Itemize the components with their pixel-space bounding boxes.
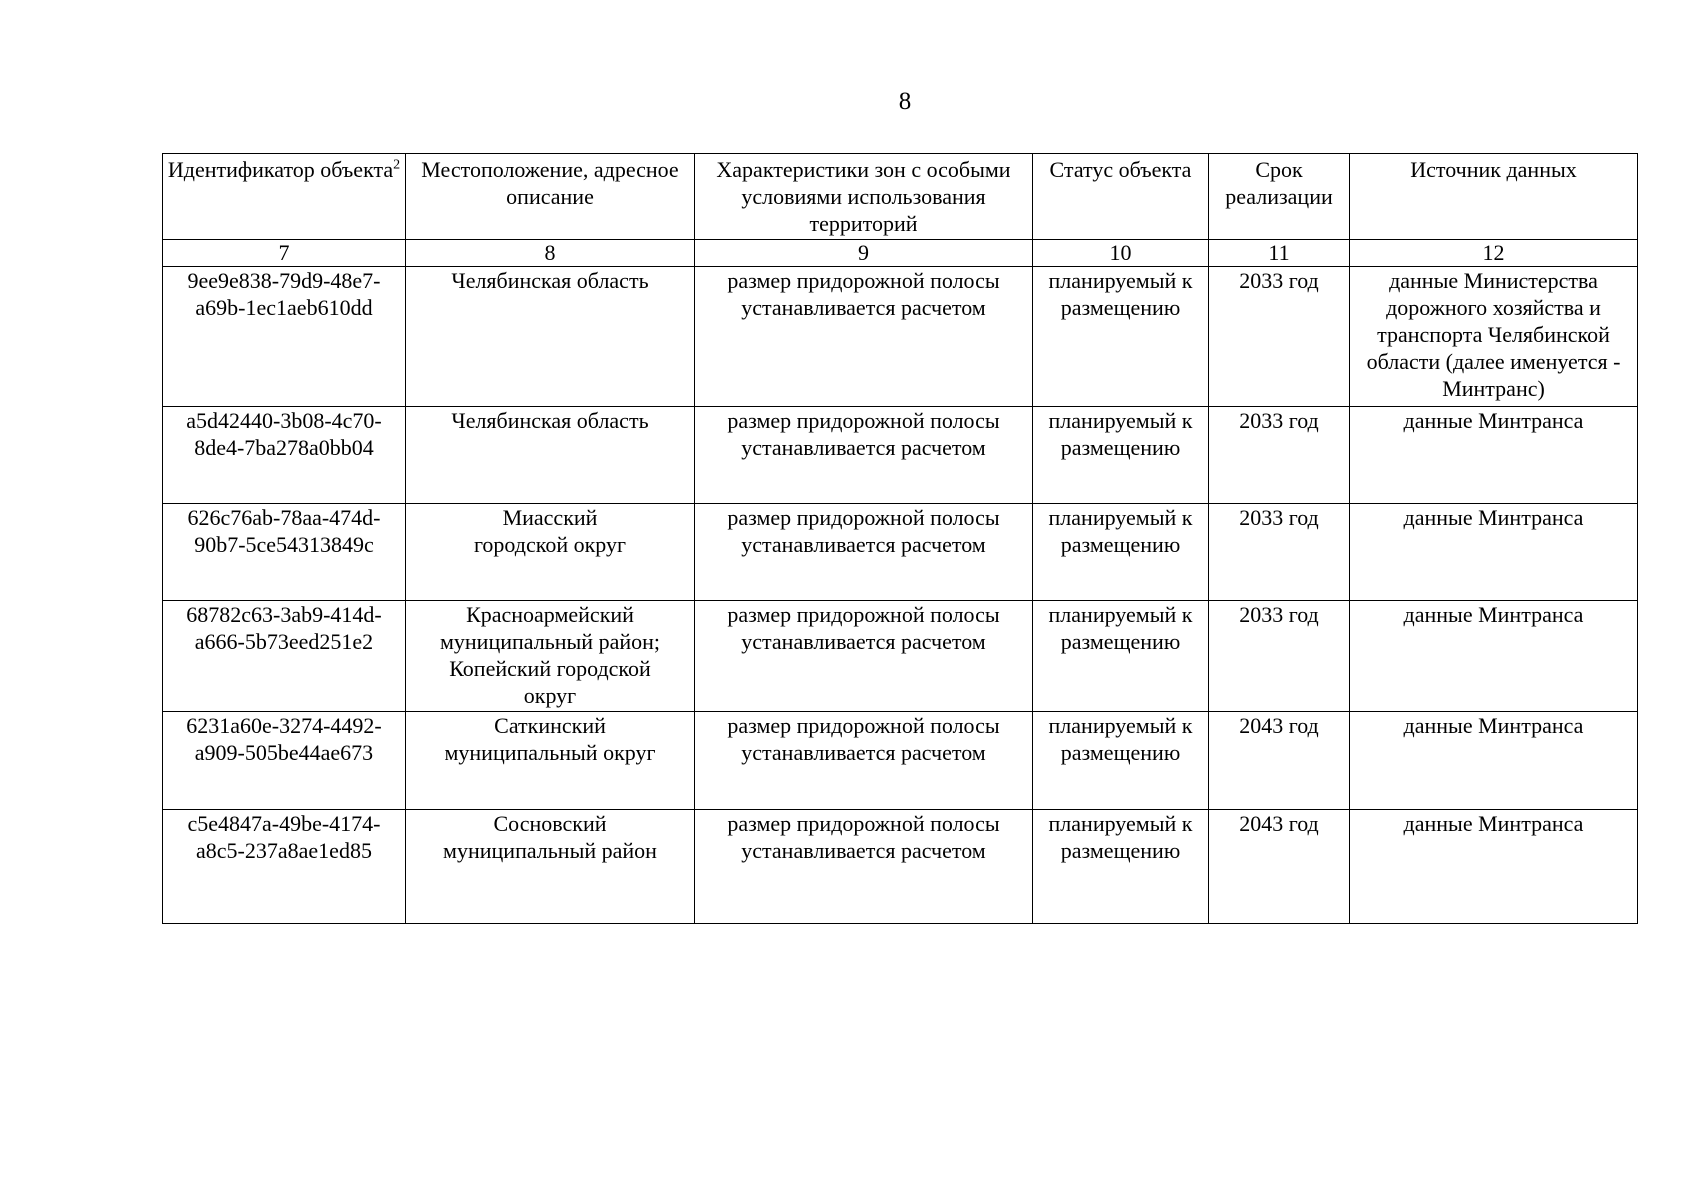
cell-source: данные Минтранса (1350, 601, 1638, 712)
cell-source: данные Министерства дорожного хозяйства и транспорта Челябинской области (далее именуется - Минтранс) (1350, 267, 1638, 407)
table-row (163, 407, 1638, 504)
cell-location: Красноармейский муниципальный район; Копейский городской округ (406, 601, 695, 712)
cell-term: 2033 год (1209, 267, 1350, 407)
cell-term: 2043 год (1209, 712, 1350, 810)
cell-zones: размер придорожной полосы устанавливается расчетом (695, 810, 1033, 924)
cell-zones: размер придорожной полосы устанавливается расчетом (695, 712, 1033, 810)
cell-id: 6231a60e-3274-4492- a909-505be44ae673 (163, 712, 406, 810)
header-row (163, 154, 1638, 240)
column-number-row (163, 240, 1638, 267)
cell-term: 2043 год (1209, 810, 1350, 924)
table-row (163, 712, 1638, 810)
cell-status: планируемый к размещению (1033, 407, 1209, 504)
header-location: Местоположение, адресное описание (406, 154, 695, 240)
header-source: Источник данных (1350, 154, 1638, 240)
table-row (163, 504, 1638, 601)
cell-id: 9ee9e838-79d9-48e7- a69b-1ec1aeb610dd (163, 267, 406, 407)
table-row (163, 601, 1638, 712)
cell-status: планируемый к размещению (1033, 712, 1209, 810)
cell-status: планируемый к размещению (1033, 810, 1209, 924)
col-num-location: 8 (406, 240, 695, 267)
cell-location: Саткинский муниципальный округ (406, 712, 695, 810)
header-id: Идентификатор объекта$^2$ (163, 154, 406, 240)
cell-term: 2033 год (1209, 407, 1350, 504)
cell-term: 2033 год (1209, 504, 1350, 601)
cell-location: Челябинская область (406, 407, 695, 504)
header-term: Срок реализации (1209, 154, 1350, 240)
table-row (163, 810, 1638, 924)
cell-location: Сосновский муниципальный район (406, 810, 695, 924)
header-status: Статус объекта (1033, 154, 1209, 240)
cell-zones: размер придорожной полосы устанавливается расчетом (695, 601, 1033, 712)
cell-status: планируемый к размещению (1033, 601, 1209, 712)
cell-zones: размер придорожной полосы устанавливается расчетом (695, 267, 1033, 407)
col-num-term: 11 (1209, 240, 1350, 267)
cell-location: Миасский городской округ (406, 504, 695, 601)
cell-source: данные Минтранса (1350, 712, 1638, 810)
objects-table (162, 153, 1638, 924)
page-number: 8 (898, 88, 912, 115)
cell-location: Челябинская область (406, 267, 695, 407)
cell-term: 2033 год (1209, 601, 1350, 712)
cell-zones: размер придорожной полосы устанавливается расчетом (695, 407, 1033, 504)
cell-id: c5e4847a-49be-4174- a8c5-237a8ae1ed85 (163, 810, 406, 924)
cell-id: 68782c63-3ab9-414d- a666-5b73eed251e2 (163, 601, 406, 712)
cell-id: 626c76ab-78aa-474d- 90b7-5ce54313849c (163, 504, 406, 601)
footnote-mark: 2 (393, 157, 401, 173)
header-zones: Характеристики зон с особыми условиями использования территорий (695, 154, 1033, 240)
cell-status: планируемый к размещению (1033, 504, 1209, 601)
col-num-zones: 9 (695, 240, 1033, 267)
col-num-id: 7 (163, 240, 406, 267)
cell-source: данные Минтранса (1350, 810, 1638, 924)
col-num-status: 10 (1033, 240, 1209, 267)
cell-zones: размер придорожной полосы устанавливается расчетом (695, 504, 1033, 601)
col-num-source: 12 (1350, 240, 1638, 267)
cell-status: планируемый к размещению (1033, 267, 1209, 407)
cell-id: a5d42440-3b08-4c70- 8de4-7ba278a0bb04 (163, 407, 406, 504)
cell-source: данные Минтранса (1350, 407, 1638, 504)
cell-source: данные Минтранса (1350, 504, 1638, 601)
table-row (163, 267, 1638, 407)
